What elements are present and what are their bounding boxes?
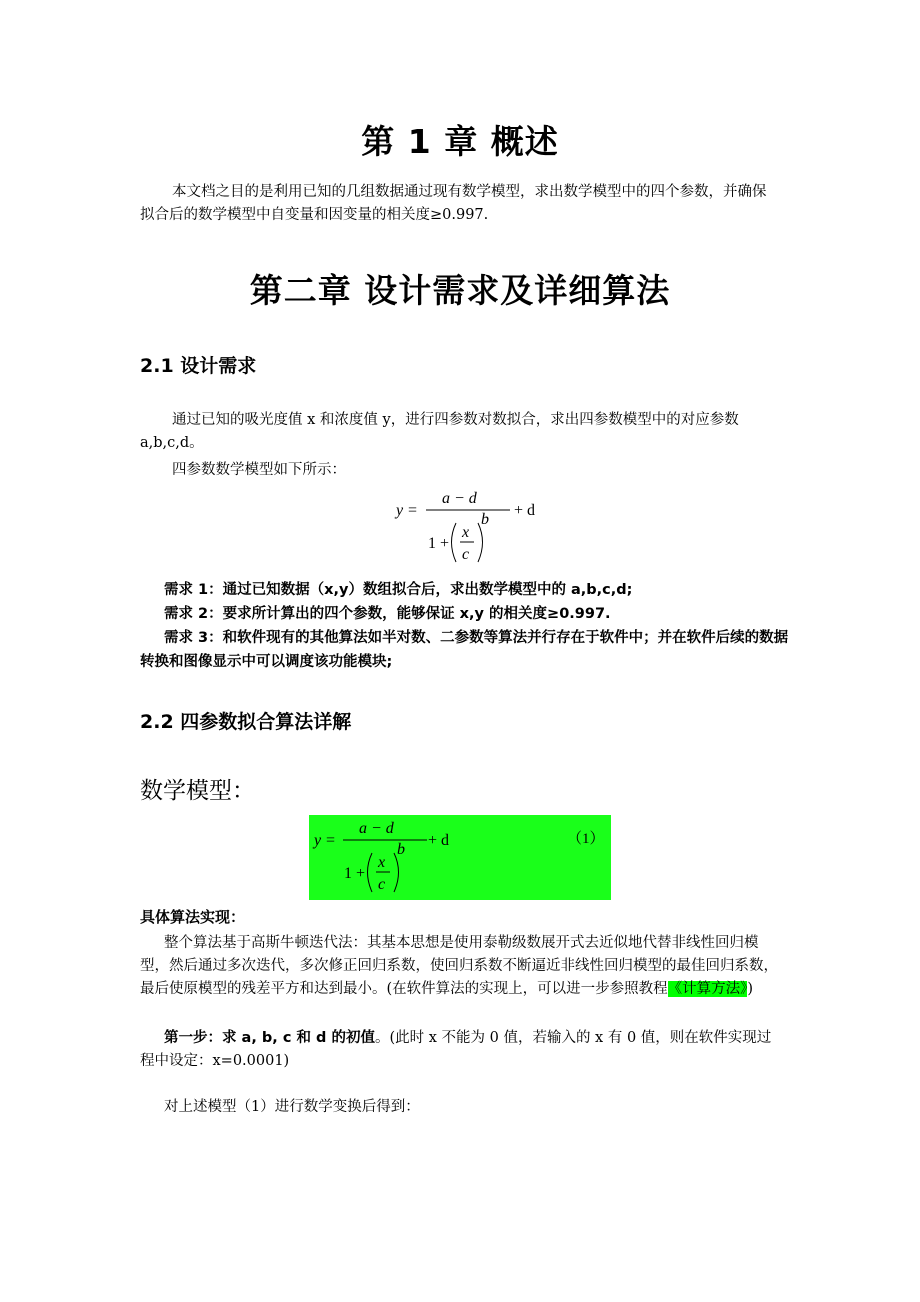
requirement-2 (140, 602, 790, 626)
formula-plus-d: + d (514, 502, 536, 519)
formula-numerator: a − d (359, 820, 394, 837)
left-paren (368, 853, 373, 892)
formula-x: x (378, 854, 386, 871)
formula-equals: = (326, 832, 336, 849)
formula-y: y (314, 832, 322, 849)
chapter-1-paragraph: 本文档之目的是利用已知的几组数据通过现有数学模型，求出数学模型中的四个参数，并确保拟合后的数学模型中自变量和因变量的相关度≥0.997. (140, 184, 767, 223)
chapter-1-body (140, 181, 780, 227)
section-2-1-title: 2.1 设计需求 (140, 355, 257, 377)
paragraph-text: 四参数数学模型如下所示： (172, 462, 346, 478)
chapter-1-title: 第 1 章 概述 (361, 122, 559, 161)
section-2-2-title: 2.2 四参数拟合算法详解 (140, 711, 352, 733)
formula-y: y (396, 502, 404, 519)
formula-x: x (462, 524, 470, 541)
model-formula-1 (309, 815, 611, 900)
right-paren (478, 523, 483, 562)
requirement-1 (140, 578, 790, 602)
formula-numerator: a − d (442, 490, 477, 507)
chapter-2-title: 第二章 设计需求及详细算法 (249, 271, 671, 310)
step-1-bold: 第一步：求 a, b, c 和 d 的初值 (164, 1030, 375, 1046)
step-1 (140, 1027, 785, 1073)
formula-equals: = (408, 502, 418, 519)
transform-text: 对上述模型（1）进行数学变换后得到： (164, 1099, 420, 1115)
requirement-2-text: 需求 2：要求所计算出的四个参数，能够保证 x,y 的相关度≥0.997. (164, 606, 611, 622)
transform-intro (140, 1096, 780, 1119)
section-2-1-paragraph-1 (140, 409, 780, 455)
formula-one-plus: 1 + (428, 535, 450, 552)
requirement-3-text: 需求 3：和软件现有的其他算法如半对数、二参数等算法并行存在于软件中；并在软件后续的数据转换和图像显示中可以调度该功能模块; (140, 630, 789, 670)
reference-highlight: 《计算方法》 (667, 981, 748, 997)
section-2-1-paragraph-2 (140, 459, 780, 482)
equation-number: （1） (567, 831, 605, 847)
left-paren (452, 523, 457, 562)
right-paren (394, 853, 399, 892)
formula-c: c (378, 876, 386, 893)
math-model-label: 数学模型： (140, 778, 255, 804)
implementation-text: 整个算法基于高斯牛顿迭代法：其基本思想是使用泰勒级数展开式去近似地代替非线性回归模型，然后通过多次迭代，多次修正回归系数，使回归系数不断逼近非线性回归模型的最佳回归系数，最后使原模型的残差平方和达到最小。(在软件算法的实现上，可以进一步参照教程 (140, 935, 778, 997)
formula-c: c (462, 546, 470, 563)
step-1-rest: 。(此时 x 不能为 0 值，若输入的 x 有 0 值，则在软件实现过程中设定：x=0.0001) (140, 1030, 772, 1069)
requirement-1-text: 需求 1：通过已知数据（x,y）数组拟合后，求出数学模型中的 a,b,c,d; (164, 582, 633, 598)
implementation-title: 具体算法实现： (140, 908, 246, 926)
formula-plus-d: + d (428, 832, 450, 849)
formula-exponent-b: b (481, 511, 489, 528)
formula-one-plus: 1 + (344, 865, 366, 882)
paragraph-text: 通过已知的吸光度值 x 和浓度值 y，进行四参数对数拟合，求出四参数模型中的对应参数 a,b,c,d。 (140, 412, 739, 451)
reference-close: ) (747, 981, 754, 997)
requirement-3 (140, 626, 790, 674)
four-parameter-formula (390, 484, 540, 570)
implementation-body (140, 932, 785, 1001)
formula-exponent-b: b (397, 841, 405, 858)
